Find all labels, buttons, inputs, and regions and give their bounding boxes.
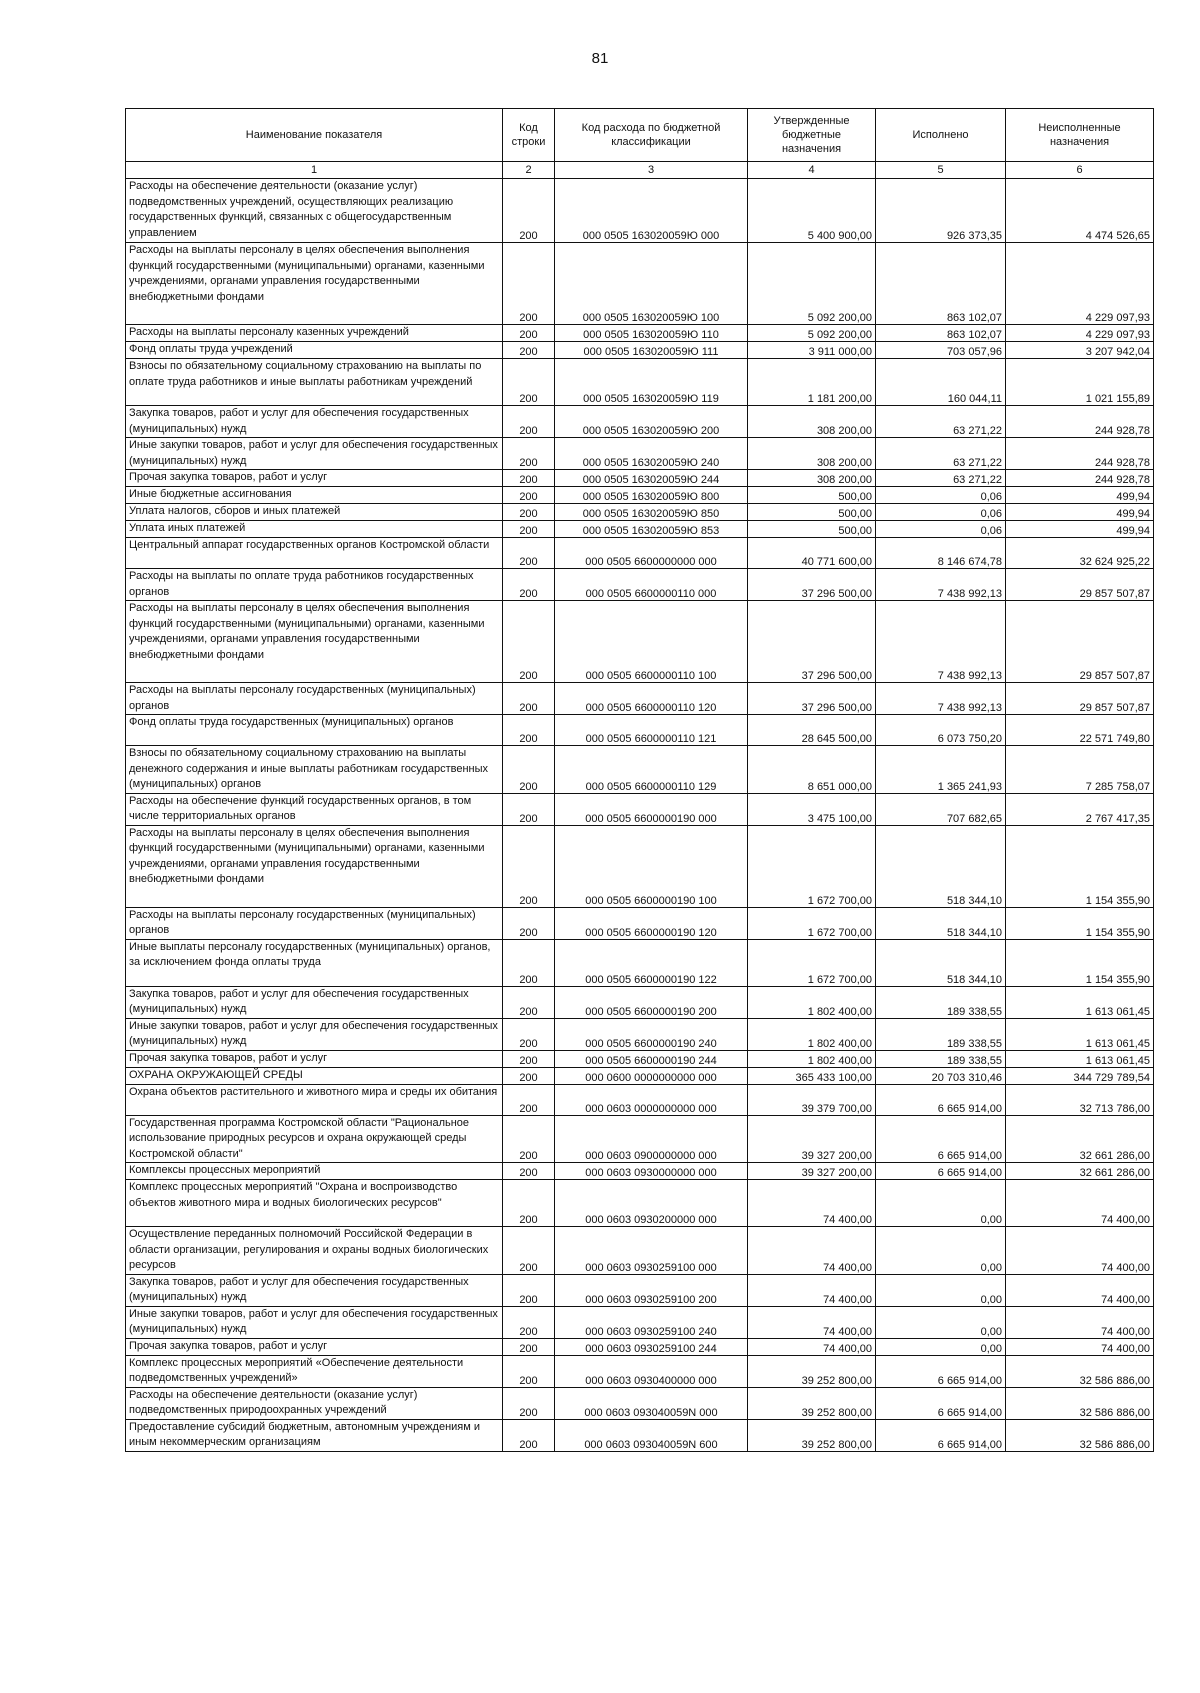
row-executed: 0,06 [876, 521, 1006, 538]
row-budget-code: 000 0505 6600000110 100 [555, 601, 748, 683]
row-approved: 74 400,00 [748, 1338, 876, 1355]
table-row [126, 521, 1154, 538]
row-name: Расходы на обеспечение функций государственных органов, в том числе территориальных органов [126, 793, 503, 825]
row-executed: 703 057,96 [876, 342, 1006, 359]
table-row [126, 1163, 1154, 1180]
row-line-code: 200 [503, 1067, 555, 1084]
row-executed: 0,00 [876, 1274, 1006, 1306]
row-line-code: 200 [503, 438, 555, 470]
row-executed: 6 073 750,20 [876, 715, 1006, 746]
row-budget-code: 000 0603 0930259100 240 [555, 1306, 748, 1338]
row-name: Фонд оплаты труда государственных (муниципальных) органов [126, 715, 503, 746]
table-row [126, 470, 1154, 487]
row-name: Иные бюджетные ассигнования [126, 487, 503, 504]
header-executed: Исполнено [876, 109, 1006, 162]
row-line-code: 200 [503, 907, 555, 939]
row-budget-code: 000 0505 163020059Ю 800 [555, 487, 748, 504]
table-row [126, 715, 1154, 746]
row-line-code: 200 [503, 825, 555, 907]
row-budget-code: 000 0505 163020059Ю 111 [555, 342, 748, 359]
row-unexecuted: 1 613 061,45 [1006, 1050, 1154, 1067]
row-budget-code: 000 0505 6600000110 129 [555, 746, 748, 794]
row-approved: 39 379 700,00 [748, 1084, 876, 1115]
table-row [126, 1419, 1154, 1451]
row-name: Иные закупки товаров, работ и услуг для обеспечения государственных (муниципальных) нужд [126, 1306, 503, 1338]
row-approved: 39 327 200,00 [748, 1115, 876, 1163]
row-name: Центральный аппарат государственных органов Костромской области [126, 538, 503, 569]
row-unexecuted: 1 613 061,45 [1006, 986, 1154, 1018]
row-name: Прочая закупка товаров, работ и услуг [126, 1050, 503, 1067]
row-name: Расходы на выплаты персоналу государственных (муниципальных) органов [126, 907, 503, 939]
table-row [126, 1115, 1154, 1163]
header-line-code: Код строки [503, 109, 555, 162]
row-approved: 74 400,00 [748, 1274, 876, 1306]
row-budget-code: 000 0603 0930400000 000 [555, 1355, 748, 1387]
row-approved: 39 252 800,00 [748, 1419, 876, 1451]
row-name: Прочая закупка товаров, работ и услуг [126, 470, 503, 487]
row-unexecuted: 1 021 155,89 [1006, 359, 1154, 406]
row-budget-code: 000 0505 163020059Ю 119 [555, 359, 748, 406]
table-row [126, 1227, 1154, 1275]
row-name: Закупка товаров, работ и услуг для обеспечения государственных (муниципальных) нужд [126, 406, 503, 438]
table-row [126, 1306, 1154, 1338]
row-name: Комплекс процессных мероприятий "Охрана и воспроизводство объектов животного мира и водных биологических ресурсов" [126, 1180, 503, 1227]
table-row [126, 601, 1154, 683]
row-name: ОХРАНА ОКРУЖАЮЩЕЙ СРЕДЫ [126, 1067, 503, 1084]
row-budget-code: 000 0505 163020059Ю 000 [555, 179, 748, 243]
row-approved: 1 672 700,00 [748, 825, 876, 907]
row-approved: 1 802 400,00 [748, 1050, 876, 1067]
row-name: Взносы по обязательному социальному страхованию на выплаты по оплате труда работников и иные выплаты работникам учреждений [126, 359, 503, 406]
table-body [126, 179, 1154, 1452]
table-row [126, 1355, 1154, 1387]
row-budget-code: 000 0603 0000000000 000 [555, 1084, 748, 1115]
row-unexecuted: 32 661 286,00 [1006, 1163, 1154, 1180]
row-executed: 863 102,07 [876, 243, 1006, 325]
row-approved: 365 433 100,00 [748, 1067, 876, 1084]
row-line-code: 200 [503, 325, 555, 342]
table-row [126, 179, 1154, 243]
row-unexecuted: 32 586 886,00 [1006, 1387, 1154, 1419]
row-line-code: 200 [503, 1274, 555, 1306]
table-row [126, 1067, 1154, 1084]
row-unexecuted: 74 400,00 [1006, 1180, 1154, 1227]
column-number: 2 [503, 162, 555, 179]
row-line-code: 200 [503, 793, 555, 825]
row-approved: 37 296 500,00 [748, 683, 876, 715]
row-approved: 5 092 200,00 [748, 325, 876, 342]
table-row [126, 325, 1154, 342]
row-approved: 39 252 800,00 [748, 1387, 876, 1419]
row-name: Расходы на обеспечение деятельности (оказание услуг) подведомственных учреждений, осуществляющих реализацию государственных функций, связанных с общегосударственным управлением [126, 179, 503, 243]
row-executed: 518 344,10 [876, 825, 1006, 907]
row-unexecuted: 32 624 925,22 [1006, 538, 1154, 569]
row-executed: 7 438 992,13 [876, 569, 1006, 601]
row-approved: 3 911 000,00 [748, 342, 876, 359]
table-row [126, 359, 1154, 406]
row-unexecuted: 244 928,78 [1006, 438, 1154, 470]
column-number: 3 [555, 162, 748, 179]
row-approved: 1 802 400,00 [748, 1018, 876, 1050]
row-approved: 1 181 200,00 [748, 359, 876, 406]
header-indicator-name: Наименование показателя [126, 109, 503, 162]
row-unexecuted: 1 613 061,45 [1006, 1018, 1154, 1050]
row-budget-code: 000 0603 0900000000 000 [555, 1115, 748, 1163]
row-budget-code: 000 0505 6600000000 000 [555, 538, 748, 569]
table-row [126, 342, 1154, 359]
row-approved: 500,00 [748, 487, 876, 504]
row-unexecuted: 74 400,00 [1006, 1227, 1154, 1275]
row-line-code: 200 [503, 1306, 555, 1338]
row-line-code: 200 [503, 179, 555, 243]
row-budget-code: 000 0603 0930200000 000 [555, 1180, 748, 1227]
table-row [126, 487, 1154, 504]
row-executed: 63 271,22 [876, 406, 1006, 438]
row-name: Комплексы процессных мероприятий [126, 1163, 503, 1180]
row-name: Уплата иных платежей [126, 521, 503, 538]
row-line-code: 200 [503, 1338, 555, 1355]
row-budget-code: 000 0603 093040059N 600 [555, 1419, 748, 1451]
row-unexecuted: 74 400,00 [1006, 1338, 1154, 1355]
row-name: Осуществление переданных полномочий Российской Федерации в области организации, регулирования и охраны водных биологических ресурсов [126, 1227, 503, 1275]
row-executed: 189 338,55 [876, 1018, 1006, 1050]
row-executed: 0,06 [876, 487, 1006, 504]
row-line-code: 200 [503, 1419, 555, 1451]
column-number: 6 [1006, 162, 1154, 179]
row-name: Закупка товаров, работ и услуг для обеспечения государственных (муниципальных) нужд [126, 986, 503, 1018]
row-line-code: 200 [503, 342, 555, 359]
table-row [126, 825, 1154, 907]
row-budget-code: 000 0603 0930000000 000 [555, 1163, 748, 1180]
row-name: Иные выплаты персоналу государственных (муниципальных) органов, за исключением фонда оплаты труда [126, 939, 503, 986]
row-approved: 8 651 000,00 [748, 746, 876, 794]
table-row [126, 1180, 1154, 1227]
row-executed: 0,00 [876, 1338, 1006, 1355]
row-line-code: 200 [503, 1387, 555, 1419]
row-executed: 7 438 992,13 [876, 601, 1006, 683]
row-unexecuted: 32 586 886,00 [1006, 1419, 1154, 1451]
row-name: Уплата налогов, сборов и иных платежей [126, 504, 503, 521]
table-row [126, 746, 1154, 794]
row-executed: 6 665 914,00 [876, 1355, 1006, 1387]
row-line-code: 200 [503, 538, 555, 569]
row-approved: 74 400,00 [748, 1227, 876, 1275]
row-executed: 63 271,22 [876, 438, 1006, 470]
row-unexecuted: 4 474 526,65 [1006, 179, 1154, 243]
row-executed: 0,06 [876, 504, 1006, 521]
row-name: Расходы на выплаты персоналу в целях обеспечения выполнения функций государственными (муниципальными) органами, казенными учреждениями, органами управления государственными внебюджетными фондами [126, 601, 503, 683]
table-row [126, 438, 1154, 470]
row-line-code: 200 [503, 939, 555, 986]
row-executed: 160 044,11 [876, 359, 1006, 406]
row-line-code: 200 [503, 243, 555, 325]
column-number: 4 [748, 162, 876, 179]
row-unexecuted: 22 571 749,80 [1006, 715, 1154, 746]
row-approved: 28 645 500,00 [748, 715, 876, 746]
row-line-code: 200 [503, 1018, 555, 1050]
row-executed: 20 703 310,46 [876, 1067, 1006, 1084]
row-approved: 74 400,00 [748, 1306, 876, 1338]
row-name: Взносы по обязательному социальному страхованию на выплаты денежного содержания и иные выплаты работникам государственных (муниципальных) органов [126, 746, 503, 794]
row-budget-code: 000 0505 6600000190 000 [555, 793, 748, 825]
row-approved: 1 672 700,00 [748, 907, 876, 939]
table-row [126, 1084, 1154, 1115]
row-name: Государственная программа Костромской области "Рациональное использование природных ресурсов и охрана окружающей среды Костромской области" [126, 1115, 503, 1163]
row-executed: 926 373,35 [876, 179, 1006, 243]
table-row [126, 243, 1154, 325]
row-approved: 37 296 500,00 [748, 569, 876, 601]
row-approved: 37 296 500,00 [748, 601, 876, 683]
row-line-code: 200 [503, 1115, 555, 1163]
row-budget-code: 000 0600 0000000000 000 [555, 1067, 748, 1084]
row-name: Расходы на обеспечение деятельности (оказание услуг) подведомственных природоохранных учреждений [126, 1387, 503, 1419]
row-line-code: 200 [503, 683, 555, 715]
row-unexecuted: 29 857 507,87 [1006, 569, 1154, 601]
row-unexecuted: 32 586 886,00 [1006, 1355, 1154, 1387]
row-executed: 0,00 [876, 1227, 1006, 1275]
row-name: Предоставление субсидий бюджетным, автономным учреждениям и иным некоммерческим организациям [126, 1419, 503, 1451]
table-row [126, 907, 1154, 939]
table-header-row [126, 109, 1154, 162]
row-executed: 1 365 241,93 [876, 746, 1006, 794]
row-name: Расходы на выплаты персоналу государственных (муниципальных) органов [126, 683, 503, 715]
row-name: Расходы на выплаты по оплате труда работников государственных органов [126, 569, 503, 601]
header-approved: Утвержденные бюджетные назначения [748, 109, 876, 162]
table-row [126, 504, 1154, 521]
table-row [126, 793, 1154, 825]
row-name: Закупка товаров, работ и услуг для обеспечения государственных (муниципальных) нужд [126, 1274, 503, 1306]
row-executed: 0,00 [876, 1306, 1006, 1338]
row-name: Иные закупки товаров, работ и услуг для обеспечения государственных (муниципальных) нужд [126, 1018, 503, 1050]
row-line-code: 200 [503, 1227, 555, 1275]
row-line-code: 200 [503, 1180, 555, 1227]
row-unexecuted: 244 928,78 [1006, 470, 1154, 487]
row-approved: 5 092 200,00 [748, 243, 876, 325]
page-number: 81 [591, 50, 609, 67]
table-row [126, 683, 1154, 715]
row-executed: 6 665 914,00 [876, 1084, 1006, 1115]
row-executed: 63 271,22 [876, 470, 1006, 487]
table-row [126, 1050, 1154, 1067]
row-approved: 308 200,00 [748, 470, 876, 487]
column-number: 5 [876, 162, 1006, 179]
row-budget-code: 000 0603 0930259100 244 [555, 1338, 748, 1355]
row-line-code: 200 [503, 746, 555, 794]
row-line-code: 200 [503, 406, 555, 438]
table-row [126, 538, 1154, 569]
row-unexecuted: 344 729 789,54 [1006, 1067, 1154, 1084]
row-unexecuted: 7 285 758,07 [1006, 746, 1154, 794]
row-unexecuted: 2 767 417,35 [1006, 793, 1154, 825]
row-line-code: 200 [503, 601, 555, 683]
row-line-code: 200 [503, 487, 555, 504]
row-executed: 863 102,07 [876, 325, 1006, 342]
row-line-code: 200 [503, 359, 555, 406]
row-executed: 518 344,10 [876, 907, 1006, 939]
row-budget-code: 000 0505 163020059Ю 110 [555, 325, 748, 342]
row-name: Прочая закупка товаров, работ и услуг [126, 1338, 503, 1355]
row-executed: 0,00 [876, 1180, 1006, 1227]
row-budget-code: 000 0505 163020059Ю 853 [555, 521, 748, 538]
row-line-code: 200 [503, 569, 555, 601]
row-line-code: 200 [503, 1084, 555, 1115]
row-unexecuted: 1 154 355,90 [1006, 825, 1154, 907]
row-executed: 8 146 674,78 [876, 538, 1006, 569]
row-approved: 308 200,00 [748, 438, 876, 470]
row-budget-code: 000 0505 6600000110 120 [555, 683, 748, 715]
row-budget-code: 000 0505 163020059Ю 200 [555, 406, 748, 438]
row-line-code: 200 [503, 1355, 555, 1387]
row-unexecuted: 3 207 942,04 [1006, 342, 1154, 359]
row-approved: 1 802 400,00 [748, 986, 876, 1018]
row-executed: 6 665 914,00 [876, 1387, 1006, 1419]
row-unexecuted: 74 400,00 [1006, 1306, 1154, 1338]
row-line-code: 200 [503, 521, 555, 538]
row-budget-code: 000 0505 6600000190 240 [555, 1018, 748, 1050]
row-budget-code: 000 0505 6600000110 000 [555, 569, 748, 601]
table-row [126, 1274, 1154, 1306]
row-line-code: 200 [503, 504, 555, 521]
row-unexecuted: 32 661 286,00 [1006, 1115, 1154, 1163]
row-executed: 7 438 992,13 [876, 683, 1006, 715]
table-row [126, 1338, 1154, 1355]
row-executed: 6 665 914,00 [876, 1115, 1006, 1163]
table-row [126, 1387, 1154, 1419]
table-row [126, 986, 1154, 1018]
row-executed: 6 665 914,00 [876, 1419, 1006, 1451]
row-budget-code: 000 0505 163020059Ю 244 [555, 470, 748, 487]
row-budget-code: 000 0505 163020059Ю 100 [555, 243, 748, 325]
column-number: 1 [126, 162, 503, 179]
header-budget-code: Код расхода по бюджетной классификации [555, 109, 748, 162]
row-budget-code: 000 0505 6600000190 100 [555, 825, 748, 907]
row-budget-code: 000 0505 6600000190 120 [555, 907, 748, 939]
row-unexecuted: 244 928,78 [1006, 406, 1154, 438]
row-name: Расходы на выплаты персоналу казенных учреждений [126, 325, 503, 342]
row-line-code: 200 [503, 715, 555, 746]
row-approved: 3 475 100,00 [748, 793, 876, 825]
row-unexecuted: 74 400,00 [1006, 1274, 1154, 1306]
row-unexecuted: 29 857 507,87 [1006, 683, 1154, 715]
row-approved: 308 200,00 [748, 406, 876, 438]
row-approved: 5 400 900,00 [748, 179, 876, 243]
table-row [126, 569, 1154, 601]
row-approved: 39 327 200,00 [748, 1163, 876, 1180]
row-unexecuted: 1 154 355,90 [1006, 939, 1154, 986]
row-budget-code: 000 0505 6600000190 244 [555, 1050, 748, 1067]
table-row [126, 939, 1154, 986]
row-approved: 500,00 [748, 521, 876, 538]
row-name: Расходы на выплаты персоналу в целях обеспечения выполнения функций государственными (муниципальными) органами, казенными учреждениями, органами управления государственными внебюджетными фондами [126, 243, 503, 325]
row-executed: 6 665 914,00 [876, 1163, 1006, 1180]
row-line-code: 200 [503, 1050, 555, 1067]
row-budget-code: 000 0603 093040059N 000 [555, 1387, 748, 1419]
row-budget-code: 000 0505 6600000110 121 [555, 715, 748, 746]
row-executed: 707 682,65 [876, 793, 1006, 825]
header-unexecuted: Неисполненные назначения [1006, 109, 1154, 162]
row-unexecuted: 1 154 355,90 [1006, 907, 1154, 939]
row-executed: 189 338,55 [876, 1050, 1006, 1067]
row-unexecuted: 4 229 097,93 [1006, 325, 1154, 342]
row-line-code: 200 [503, 1163, 555, 1180]
row-budget-code: 000 0603 0930259100 200 [555, 1274, 748, 1306]
row-name: Комплекс процессных мероприятий «Обеспечение деятельности подведомственных учреждений» [126, 1355, 503, 1387]
row-name: Фонд оплаты труда учреждений [126, 342, 503, 359]
table-row [126, 1018, 1154, 1050]
row-unexecuted: 499,94 [1006, 521, 1154, 538]
row-name: Охрана объектов растительного и животного мира и среды их обитания [126, 1084, 503, 1115]
row-unexecuted: 499,94 [1006, 487, 1154, 504]
row-name: Расходы на выплаты персоналу в целях обеспечения выполнения функций государственными (муниципальными) органами, казенными учреждениями, органами управления государственными внебюджетными фондами [126, 825, 503, 907]
row-budget-code: 000 0505 6600000190 200 [555, 986, 748, 1018]
row-budget-code: 000 0505 163020059Ю 850 [555, 504, 748, 521]
row-budget-code: 000 0505 6600000190 122 [555, 939, 748, 986]
row-approved: 1 672 700,00 [748, 939, 876, 986]
row-unexecuted: 499,94 [1006, 504, 1154, 521]
row-budget-code: 000 0603 0930259100 000 [555, 1227, 748, 1275]
row-unexecuted: 4 229 097,93 [1006, 243, 1154, 325]
row-approved: 40 771 600,00 [748, 538, 876, 569]
table-row [126, 406, 1154, 438]
row-line-code: 200 [503, 470, 555, 487]
budget-execution-table [125, 108, 1154, 1452]
row-budget-code: 000 0505 163020059Ю 240 [555, 438, 748, 470]
row-approved: 500,00 [748, 504, 876, 521]
column-numbering-row [126, 162, 1154, 179]
row-approved: 74 400,00 [748, 1180, 876, 1227]
row-executed: 189 338,55 [876, 986, 1006, 1018]
row-unexecuted: 29 857 507,87 [1006, 601, 1154, 683]
row-executed: 518 344,10 [876, 939, 1006, 986]
row-approved: 39 252 800,00 [748, 1355, 876, 1387]
row-unexecuted: 32 713 786,00 [1006, 1084, 1154, 1115]
row-line-code: 200 [503, 986, 555, 1018]
row-name: Иные закупки товаров, работ и услуг для обеспечения государственных (муниципальных) нужд [126, 438, 503, 470]
